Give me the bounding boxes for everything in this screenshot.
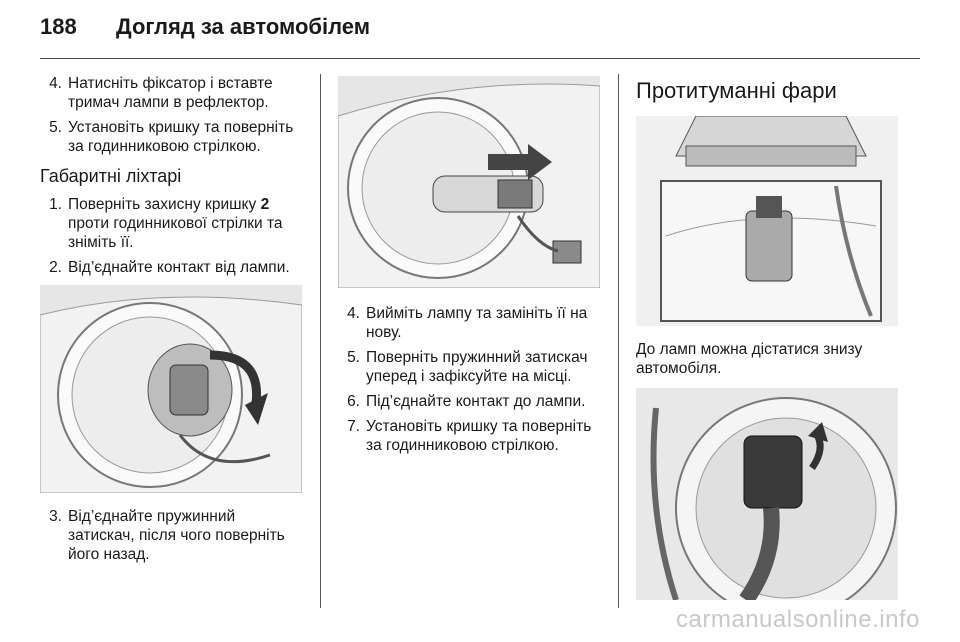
list-item: 6. Під’єднайте контакт до лампи. <box>347 393 586 410</box>
watermark: carmanualsonline.info <box>676 606 920 633</box>
steps-list-mid <box>40 195 304 277</box>
heading-fog-lights: Протитуманні фари <box>636 78 837 103</box>
steps-list <box>338 304 602 455</box>
list-item: 4. Вийміть лампу та замініть її на нову. <box>347 305 588 341</box>
list-item: 5. Поверніть пружинний затискач уперед і зафіксуйте на місці. <box>347 349 588 385</box>
list-item: 1. Поверніть захисну кришку 2 проти годинникової стрілки та зніміть її. <box>49 196 283 251</box>
column-divider-1 <box>320 74 321 608</box>
header-rule <box>40 58 920 59</box>
subheading-side-lights: Габаритні ліхтарі <box>40 166 182 186</box>
column-3 <box>636 74 900 600</box>
list-item: 4. Натисніть фіксатор і вставте тримач лампи в рефлектор. <box>49 75 273 111</box>
column-2 <box>338 74 602 461</box>
steps-list-top <box>40 74 304 156</box>
page-title: Догляд за автомобілем <box>116 14 371 39</box>
figure-bulb-removal <box>338 76 600 288</box>
list-item: 5. Установіть кришку та поверніть за годинниковою стрілкою. <box>49 119 294 155</box>
paragraph-access: До ламп можна дістатися знизу автомобіля. <box>636 341 863 377</box>
list-item: 7. Установіть кришку та поверніть за годинниковою стрілкою. <box>347 418 592 454</box>
page-header <box>40 14 370 48</box>
figure-fog-light-location <box>636 116 898 326</box>
column-1 <box>40 74 304 570</box>
list-item: 3. Від’єднайте пружинний затискач, після чого поверніть його назад. <box>49 508 285 563</box>
steps-list-bottom <box>40 507 304 564</box>
list-item: 2. Від’єднайте контакт від лампи. <box>49 259 290 276</box>
figure-cover-removal <box>40 285 302 493</box>
column-divider-2 <box>618 74 619 608</box>
page-number: 188 <box>40 14 77 39</box>
figure-fog-light-connector <box>636 388 898 600</box>
